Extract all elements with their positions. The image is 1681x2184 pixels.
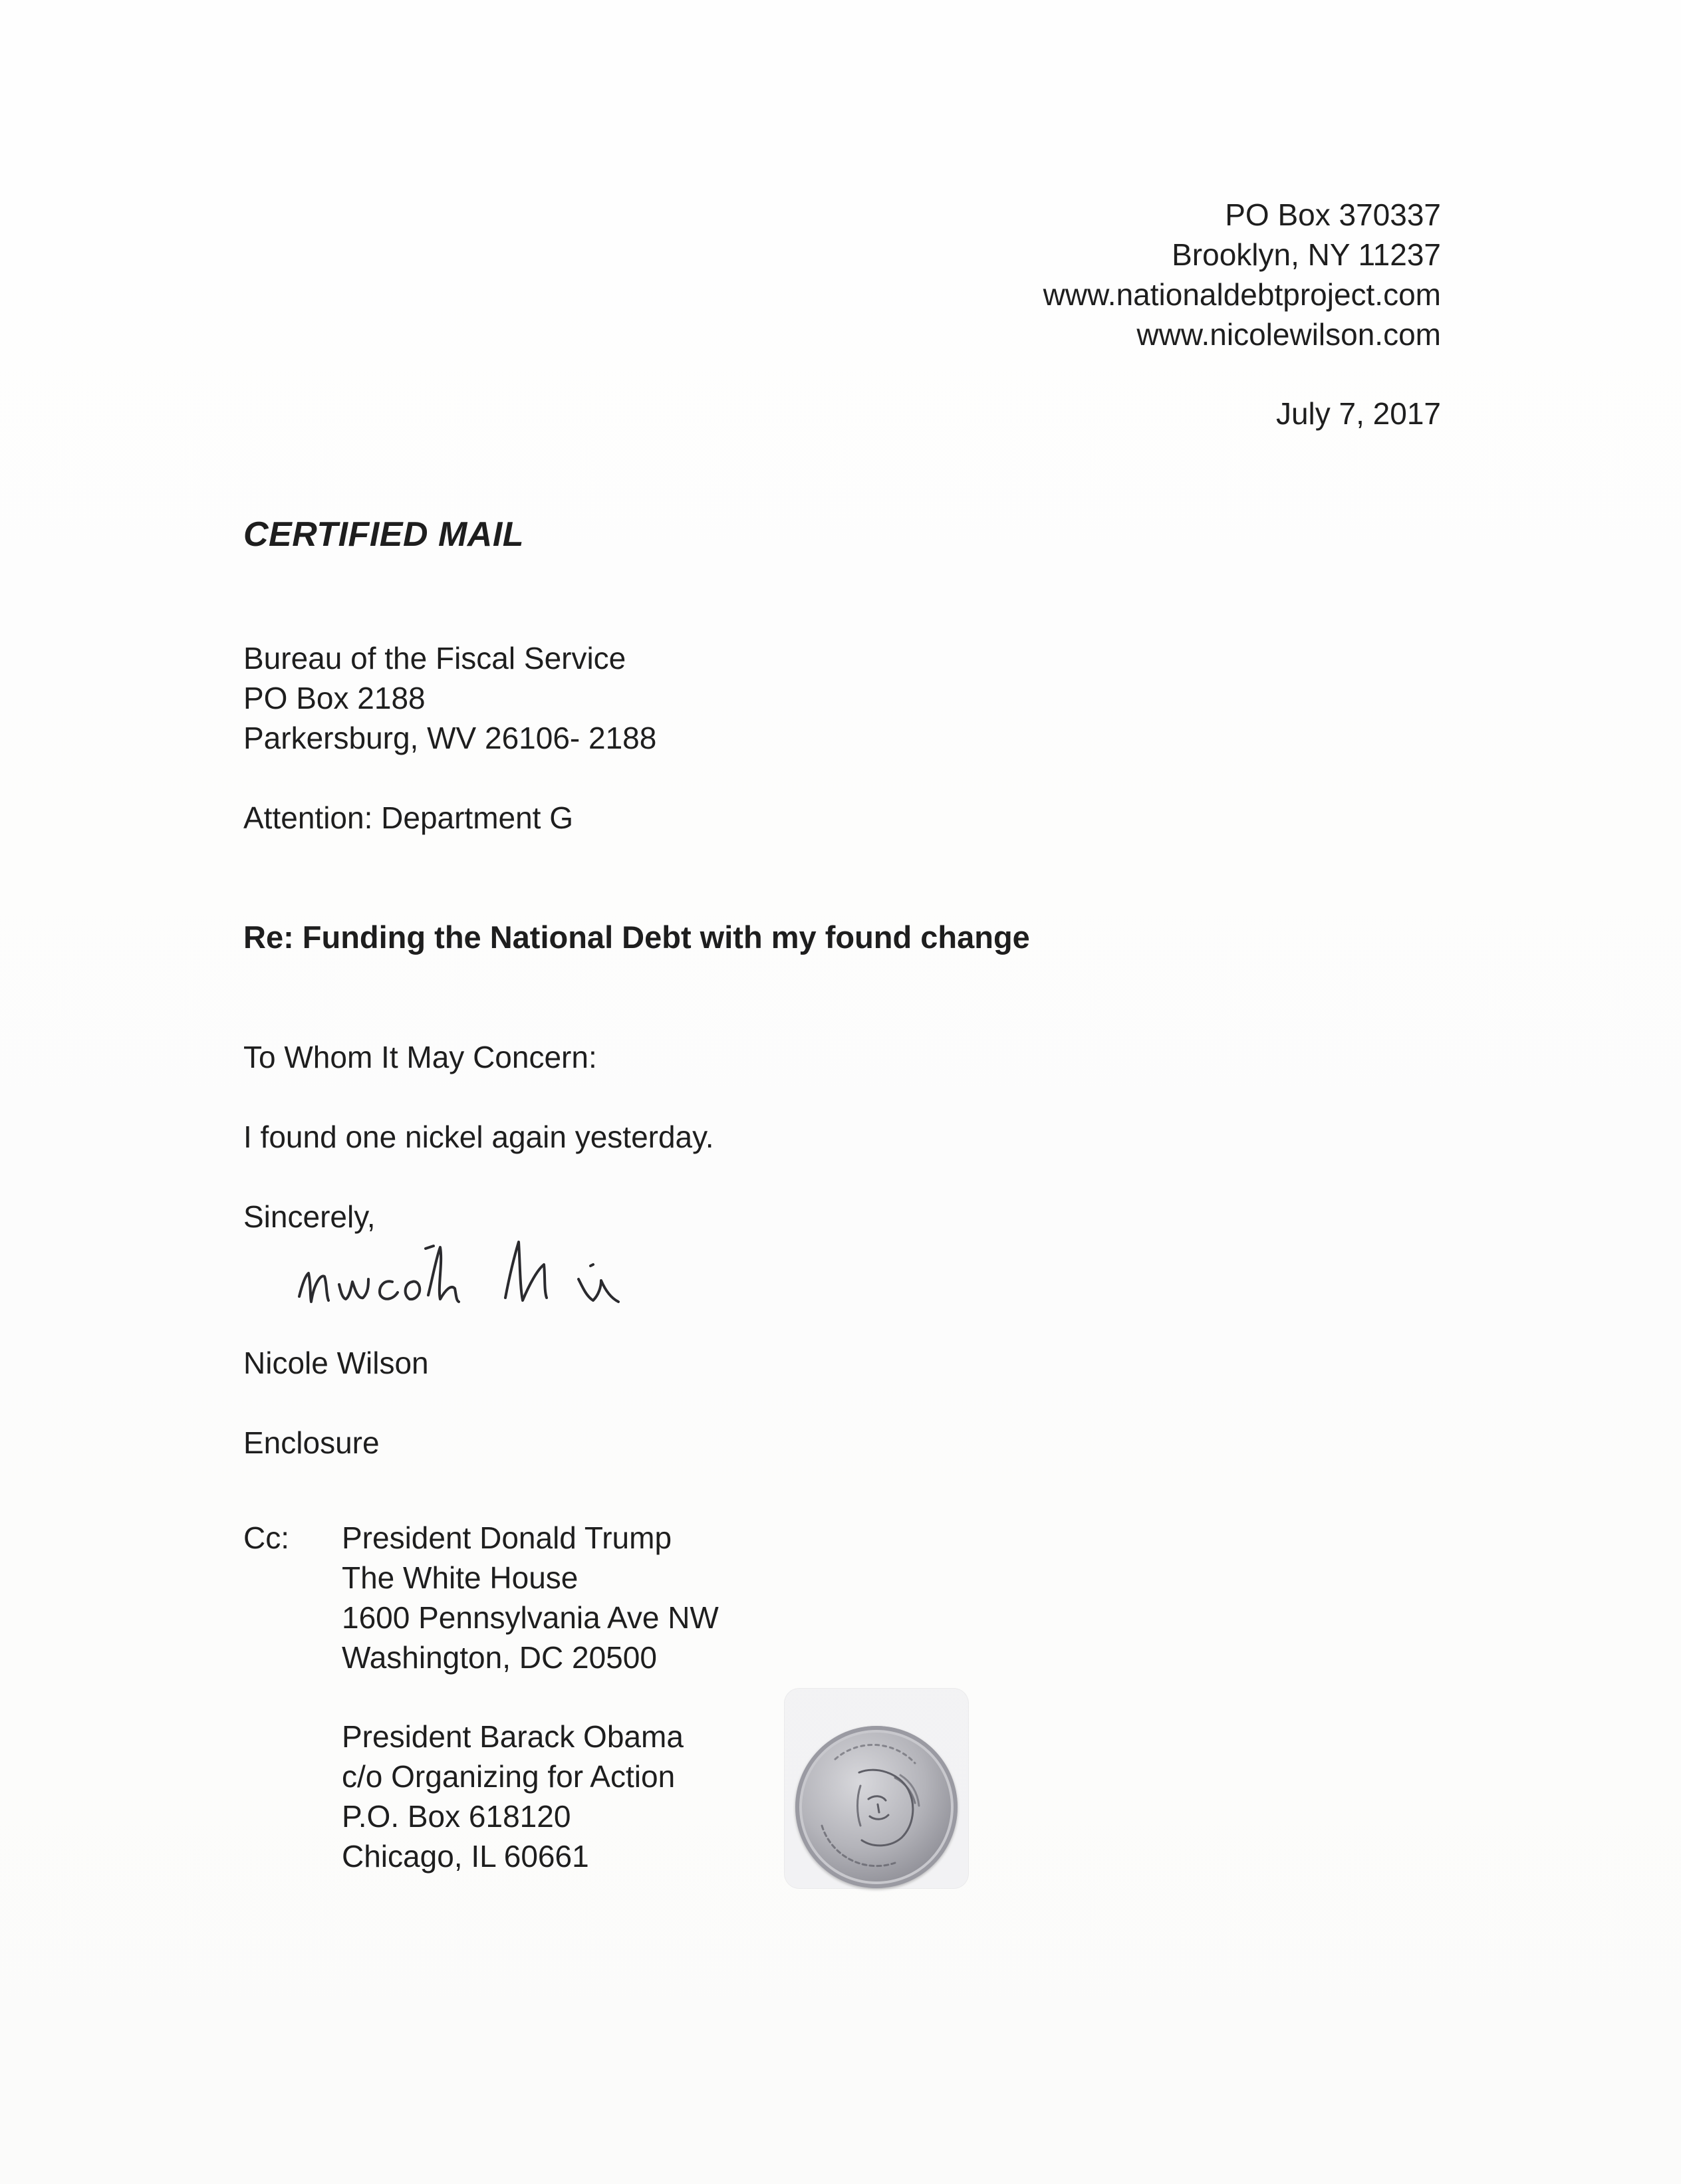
cc-recipient-line: Washington, DC 20500 bbox=[342, 1640, 657, 1675]
taped-nickel bbox=[779, 1689, 972, 1888]
cc-recipient-line: P.O. Box 618120 bbox=[342, 1799, 571, 1834]
closing: Sincerely, bbox=[243, 1199, 376, 1234]
subject-line: Re: Funding the National Debt with my found change bbox=[243, 919, 1030, 955]
letter-date: July 7, 2017 bbox=[1275, 396, 1441, 431]
sender-address bbox=[1043, 195, 1441, 354]
body-message: I found one nickel again yesterday. bbox=[243, 1120, 714, 1154]
sender-website-line: www.nicolewilson.com bbox=[1136, 317, 1441, 352]
cc-recipient-line: 1600 Pennsylvania Ave NW bbox=[342, 1600, 719, 1635]
enclosure-note: Enclosure bbox=[243, 1425, 380, 1460]
cc-label: Cc: bbox=[243, 1520, 289, 1555]
sender-address-line: PO Box 370337 bbox=[1225, 197, 1441, 232]
cc-recipient bbox=[342, 1717, 684, 1876]
recipient-address-line: Bureau of the Fiscal Service bbox=[243, 641, 626, 675]
cc-recipient-line: The White House bbox=[342, 1560, 579, 1595]
recipient-address-line: PO Box 2188 bbox=[243, 681, 426, 715]
attention-line: Attention: Department G bbox=[243, 800, 574, 835]
nickel-coin-icon bbox=[795, 1726, 958, 1888]
cc-recipient-line: c/o Organizing for Action bbox=[342, 1759, 676, 1794]
recipient-address bbox=[243, 638, 656, 758]
cc-recipient-line: President Donald Trump bbox=[342, 1520, 672, 1555]
recipient-address-line: Parkersburg, WV 26106- 2188 bbox=[243, 721, 657, 755]
signature-icon bbox=[286, 1223, 725, 1330]
handwritten-signature bbox=[286, 1223, 725, 1330]
mail-type-heading: CERTIFIED MAIL bbox=[243, 515, 525, 554]
sender-address-line: Brooklyn, NY 11237 bbox=[1172, 237, 1441, 272]
salutation: To Whom It May Concern: bbox=[243, 1040, 597, 1074]
cc-recipient-line: Chicago, IL 60661 bbox=[342, 1839, 589, 1874]
sender-website-line: www.nationaldebtproject.com bbox=[1043, 277, 1441, 312]
cc-recipient-line: President Barack Obama bbox=[342, 1719, 684, 1754]
cc-recipient bbox=[342, 1518, 719, 1677]
signer-name: Nicole Wilson bbox=[243, 1346, 429, 1380]
